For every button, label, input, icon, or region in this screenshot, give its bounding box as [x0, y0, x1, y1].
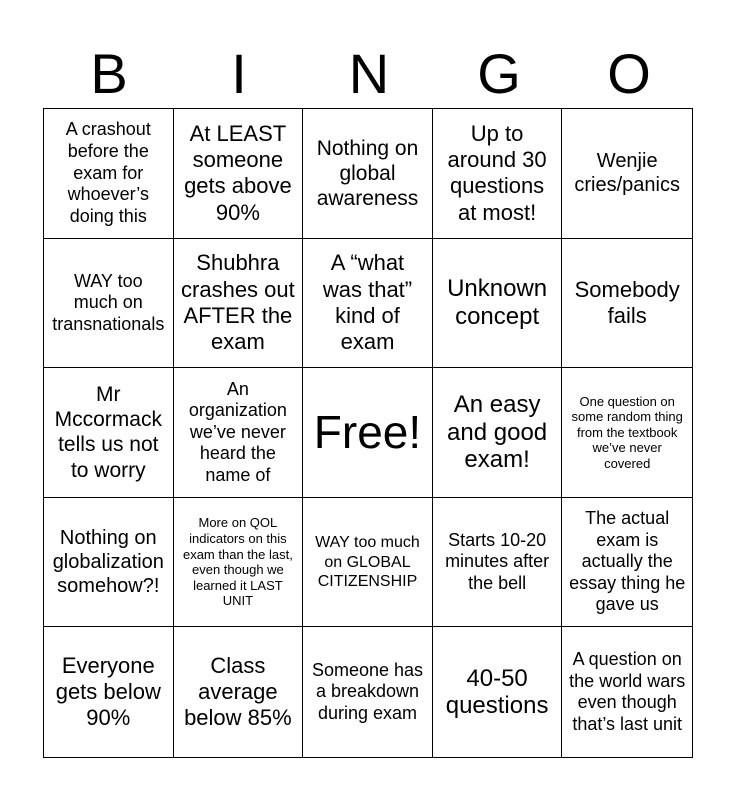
bingo-cell[interactable]: Class average below 85% [174, 627, 304, 757]
header-letter-n: N [348, 42, 390, 105]
header-letter-i: I [231, 42, 247, 105]
bingo-cell[interactable]: An organization we’ve never heard the name of [174, 368, 304, 498]
bingo-cell[interactable]: Nothing on global awareness [303, 109, 433, 239]
bingo-cell[interactable]: Wenjie cries/panics [562, 109, 692, 239]
bingo-cell[interactable]: Everyone gets below 90% [44, 627, 174, 757]
header-letter-o: O [607, 42, 651, 105]
bingo-cell[interactable]: Starts 10-20 minutes after the bell [433, 498, 563, 628]
bingo-cell[interactable]: Unknown concept [433, 239, 563, 369]
header-letter-g: G [477, 42, 521, 105]
header-letter-b: B [90, 42, 128, 105]
bingo-cell[interactable]: Mr Mccormack tells us not to worry [44, 368, 174, 498]
bingo-cell[interactable]: One question on some random thing from the textbook we’ve never covered [562, 368, 692, 498]
bingo-cell[interactable]: At LEAST someone gets above 90% [174, 109, 304, 239]
bingo-board [43, 108, 693, 758]
bingo-cell[interactable]: Somebody fails [562, 239, 692, 369]
bingo-cell[interactable]: The actual exam is actually the essay thing he gave us [562, 498, 692, 628]
bingo-cell[interactable]: More on QOL indicators on this exam than the last, even though we learned it LAST UNIT [174, 498, 304, 628]
bingo-cell[interactable]: 40-50 questions [433, 627, 563, 757]
bingo-cell[interactable]: WAY too much on transnationals [44, 239, 174, 369]
bingo-cell[interactable]: Nothing on globalization somehow?! [44, 498, 174, 628]
bingo-cell[interactable]: Someone has a breakdown during exam [303, 627, 433, 757]
bingo-header [44, 38, 694, 110]
free-space-cell[interactable]: Free! [303, 368, 433, 498]
bingo-cell[interactable]: Up to around 30 questions at most! [433, 109, 563, 239]
bingo-cell[interactable]: Shubhra crashes out AFTER the exam [174, 239, 304, 369]
bingo-cell[interactable]: An easy and good exam! [433, 368, 563, 498]
bingo-cell[interactable]: WAY too much on GLOBAL CITIZENSHIP [303, 498, 433, 628]
bingo-cell[interactable]: A “what was that” kind of exam [303, 239, 433, 369]
bingo-cell[interactable]: A crashout before the exam for whoever’s doing this [44, 109, 174, 239]
bingo-cell[interactable]: A question on the world wars even though that’s last unit [569, 649, 686, 734]
